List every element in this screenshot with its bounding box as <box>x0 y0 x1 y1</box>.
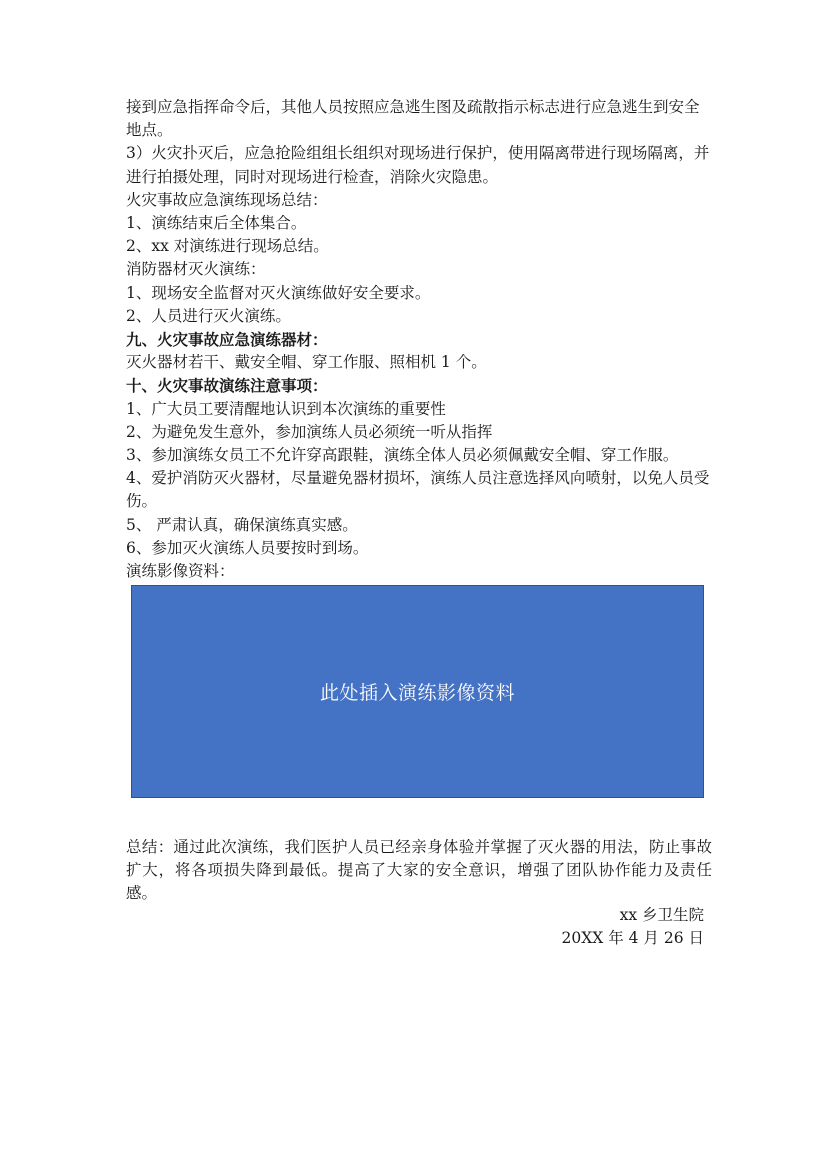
body-line: 演练影像资料： <box>126 562 235 581</box>
body-line: 火灾事故应急演练现场总结： <box>126 190 328 209</box>
signature-org: xx 乡卫生院 <box>619 906 704 924</box>
body-line: 2、为避免发生意外，参加演练人员必须统一听从指挥 <box>126 422 493 441</box>
document-body <box>126 96 712 583</box>
image-placeholder <box>131 585 704 798</box>
body-line: 5、 严肃认真，确保演练真实感。 <box>126 515 358 534</box>
section-heading: 九、火灾事故应急演练器材： <box>126 330 328 350</box>
body-line: 2、xx 对演练进行现场总结。 <box>126 237 329 256</box>
body-line: 2、人员进行灭火演练。 <box>126 306 291 325</box>
body-line: 3）火灾扑灭后，应急抢险组组长组织对现场进行保护，使用隔离带进行现场隔离，并进行拍摄处理，同时对现场进行检查，消除火灾隐患。 <box>126 144 710 186</box>
body-line: 接到应急指挥命令后，其他人员按照应急逃生图及疏散指示标志进行应急逃生到安全地点。 <box>126 98 700 140</box>
body-line: 灭火器材若干、戴安全帽、穿工作服、照相机 1 个。 <box>126 353 487 372</box>
body-line: 消防器材灭火演练： <box>126 260 266 279</box>
summary-text: 总结：通过此次演练，我们医护人员已经亲身体验并掌握了灭火器的用法，防止事故扩大，将各项损失降到最低。提高了大家的安全意识，增强了团队协作能力及责任感。 <box>126 838 712 903</box>
image-placeholder-label: 此处插入演练影像资料 <box>319 682 515 704</box>
body-line: 1、广大员工要清醒地认识到本次演练的重要性 <box>126 399 446 418</box>
body-line: 1、现场安全监督对灭火演练做好安全要求。 <box>126 283 431 302</box>
body-line: 3、参加演练女员工不允许穿高跟鞋，演练全体人员必须佩戴安全帽、穿工作服。 <box>126 446 679 465</box>
section-heading: 十、火灾事故演练注意事项： <box>126 376 328 396</box>
body-line: 1、演练结束后全体集合。 <box>126 214 307 233</box>
summary-section <box>126 836 712 906</box>
signature-date: 20XX 年 4 月 26 日 <box>561 929 704 948</box>
body-line: 6、参加灭火演练人员要按时到场。 <box>126 538 369 557</box>
body-line: 4、爱护消防灭火器材，尽量避免器材损坏，演练人员注意选择风向喷射，以免人员受伤。 <box>126 469 710 511</box>
signature-block <box>561 904 704 950</box>
